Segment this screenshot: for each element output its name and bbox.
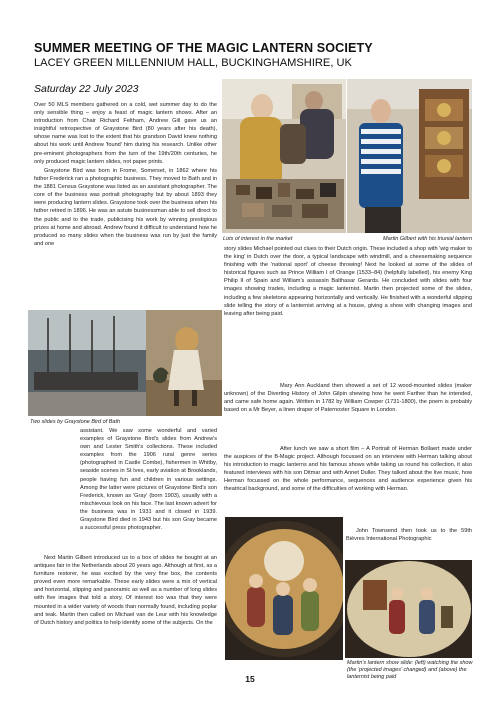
martin-text: Next Martin Gilbert introduced us to a box of slides he bought at an antiques fair in the Netherlands about 20 years ago. Although at first, as a furniture restorer, he was excited by the very fine box, the contents proved even more remarkable. These early slides were a mix of vertical and horizontal, slipping and panoramic as well as a number of long slides with five images that told a story. Of interest too was that they were mounted in a wider variety of woods than normally found, including poplar and teak. Martin then called on Michael van de Leur with his knowledge of Dutch history and politics to help identify some of the subjects. On the: [34, 555, 217, 626]
paragraph-intro: Over 50 MLS members gathered on a cold, wet summer day to do the only sensible thing – enjoy a feast of magic lantern shows. After an introduction from Chair Richard Feltham, Andrew Gill gave us an insightful retrospective of Graystone Bird (80 years after his death), whose name was lost to the extent that his grandson David knew nothing about his work until Andrew 'found' him during his research. Unlike other pre-eminent photographers from the turn of the 19th/20th centuries, he only produced magic lantern slides, not paper prints.: [34, 102, 217, 165]
page-number: 15: [245, 674, 255, 684]
caption-market: Lots of interest in the market: [223, 236, 293, 242]
paragraph-john-gilpin: Mary Ann Auckland then showed a set of 12 wood-mounted slides (maker unknown) of the Diverting History of John Gilpin shewing how he went Farther than he intended, and came safe home again. Written in 1782 by William Cowper (1731-1800), the poem is probably based on a Mr Beyer, a linen draper of Paternoster Square in London.: [224, 383, 472, 414]
paragraph-dutch-slides: story slides Michael pointed out clues to their Dutch origin. These included a shop with 'wig maker to the king' in Dutch over the door, a typical landscape with windmill, and a cheesemaking sequence finishing with the 'national sport' of cheese throwing! Next he looked at some of the slides of historical figures such as Prince William I of Orange (1533–84) (helpfully labelled), his enemy King Philip II of Spain and William's assassin Balthasar Gerards. He concluded with slides with four images showing trades, including a magic lanternist. Martin then projected some of the slides, including a few skeletons appearing horizontally and vertically. He finished with a wonderful slipping slide telling the story of a lanternist arriving at a house, giving a show with changing images and leaving after being paid.: [224, 246, 472, 317]
lantern-photo: [347, 79, 472, 233]
show-slide-right: [345, 560, 472, 658]
paragraph-john-townsend: John Townsend then took us to the 59th Bièvres International Photographic: [346, 528, 472, 543]
meeting-date: Saturday 22 July 2023: [34, 83, 139, 95]
caption-slides: Two slides by Graystone Bird of Bath: [30, 419, 121, 425]
show-slide-left: [225, 517, 343, 660]
article-title: SUMMER MEETING OF THE MAGIC LANTERN SOCIETY: [34, 41, 373, 55]
caption-lantern: Martin Gilbert with his triunial lantern: [383, 236, 472, 242]
paragraph-martin-gilbert: [34, 442, 217, 627]
girl-slide: [146, 310, 222, 416]
market-photo: [222, 79, 346, 233]
harbour-slide: [28, 310, 146, 416]
paragraph-herman-film: After lunch we saw a short film – A Portrait of Herman Bollaert made under the auspices of the B-Magic project. Although focussed on an interview with Herman talking about his introduction to magic lanterns and his famous shows while taking us round his collection, it also featured interviews with his son Ditmar and with Annet Duller. They talked about the live music, how Herman focussed on the whole performance, sequences and audience experience given his theatrical background, and some of the difficulties of working with Herman.: [224, 446, 472, 493]
article-subtitle: LACEY GREEN MILLENNIUM HALL, BUCKINGHAMSHIRE, UK: [34, 57, 352, 69]
paragraph-graystone-bird: Graystone Bird was born in Frome, Somerset, in 1862 where his father Frederick ran a photographic business. They moved to Bath and in the 1881 Census Graystone was listed as an assistant photographer. The core of the business was portrait photography but by about 1893 they were producing lantern slides. Graystone took over the business when his father retired in 1896. He was an astute businessman able to sell direct to the public and to the trade, publicising his work by winning prestigious prizes at home and abroad. Andrew found it difficult to understand how he produced so many slides when the business was run by just the family and one: [34, 168, 217, 247]
caption-show: Martin's lantern show slide: (left) watching the show (the 'projected images' changed) and (above) the lanternist being paid: [347, 660, 473, 680]
examples-text: assistant. We saw some wonderful and varied examples of Graystone Bird's slides from Andrew's own and Lester Smith's collections. These included examples from the 1906 rural genre series (photographed in Castle Combe), fishermen in Whitby, seaside scenes in St Ives, early aviation at Brooklands, people having fun and children in various settings. Among the latter were pictures of Graystone Bird's son Frederick, known as 'Gray' (born 1903), usually with a mischievous look on his face. The last known advert for the business was in 1931 and it closed in 1939. Graystone Bird died in 1943 but his son Gray became a successful press photographer.: [80, 428, 218, 532]
